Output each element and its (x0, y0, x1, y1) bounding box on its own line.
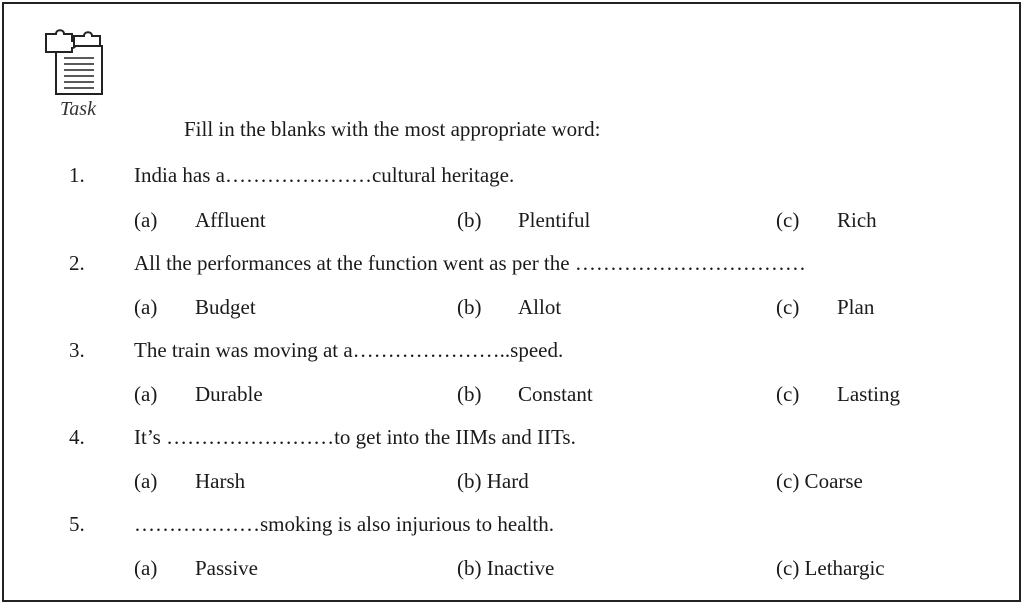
option-c (776, 295, 874, 320)
question-text: It’s ……………………to get into the IIMs and IITs. (134, 425, 576, 449)
question-row (0, 251, 1025, 281)
question-row (0, 512, 1025, 542)
option-word: Harsh (195, 469, 246, 493)
option-b (457, 208, 590, 233)
option-letter: (a) (134, 208, 158, 232)
option-b (457, 382, 593, 407)
option-c: (c) Coarse (776, 469, 863, 493)
question-row (0, 163, 1025, 193)
option-letter: (c) (776, 295, 800, 319)
question-row (0, 425, 1025, 455)
option-word: Durable (195, 382, 263, 406)
options-row (0, 382, 1025, 412)
option-letter: (b) (457, 208, 482, 232)
option-word: Plan (837, 295, 875, 319)
option-c (776, 382, 900, 407)
option-letter: (a) (134, 295, 158, 319)
option-letter: (a) (134, 469, 158, 493)
option-word: Allot (518, 295, 562, 319)
options-row (0, 469, 1025, 499)
question-number: 5. (69, 512, 85, 536)
puzzle-document-icon (44, 28, 108, 96)
instruction-text: Fill in the blanks with the most appropriate word: (184, 117, 601, 141)
question-number: 4. (69, 425, 85, 449)
task-label: Task (60, 98, 96, 120)
question-number: 1. (69, 163, 85, 187)
option-c (776, 208, 877, 233)
option-a (134, 382, 263, 407)
options-row (0, 208, 1025, 238)
option-letter: (b) (457, 382, 482, 406)
option-b (457, 295, 561, 320)
option-word: Lasting (837, 382, 900, 406)
question-row (0, 338, 1025, 368)
option-word: Rich (837, 208, 877, 232)
option-a (134, 295, 256, 320)
option-word: Passive (195, 556, 258, 580)
option-letter: (a) (134, 556, 158, 580)
option-word: Constant (518, 382, 593, 406)
option-word: Plentiful (518, 208, 591, 232)
option-letter: (a) (134, 382, 158, 406)
option-c: (c) Lethargic (776, 556, 885, 580)
question-number: 3. (69, 338, 85, 362)
question-text: All the performances at the function went as per the …………………………… (134, 251, 806, 275)
option-word: Budget (195, 295, 256, 319)
options-row (0, 295, 1025, 325)
option-word: Affluent (195, 208, 266, 232)
question-text: ………………smoking is also injurious to health. (134, 512, 554, 536)
option-letter: (c) (776, 208, 800, 232)
option-a (134, 208, 266, 233)
option-b: (b) Hard (457, 469, 529, 493)
question-number: 2. (69, 251, 85, 275)
option-letter: (b) (457, 295, 482, 319)
option-letter: (c) (776, 382, 800, 406)
option-b: (b) Inactive (457, 556, 555, 580)
option-a (134, 556, 258, 581)
option-a (134, 469, 245, 494)
question-text: The train was moving at a…………………..speed. (134, 338, 564, 362)
options-row (0, 556, 1025, 586)
question-text: India has a…………………cultural heritage. (134, 163, 515, 187)
